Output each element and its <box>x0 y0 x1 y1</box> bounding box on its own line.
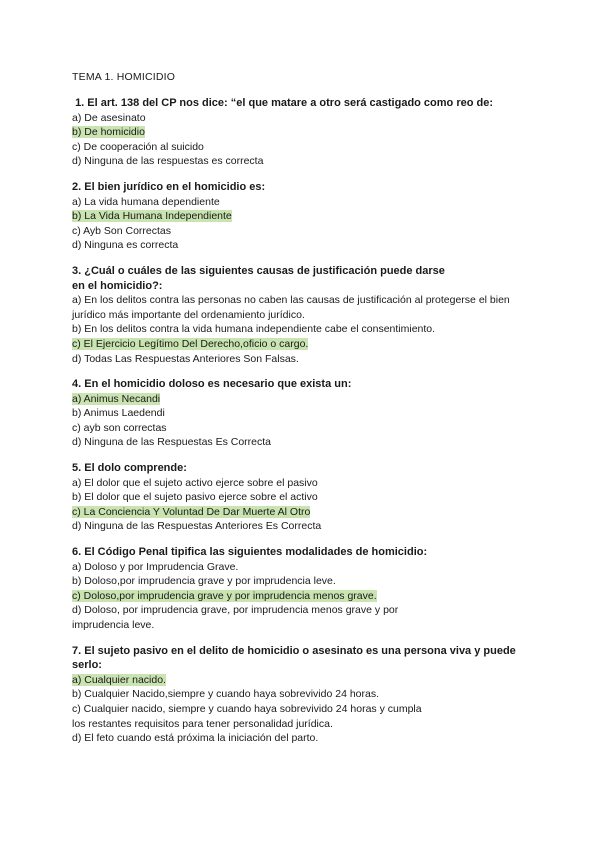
question-block <box>72 377 532 450</box>
question-text: 6. El Código Penal tipifica las siguientes modalidades de homicidio: <box>72 546 428 559</box>
question-block <box>72 545 532 633</box>
answer-highlight: a) Animus Necandi <box>72 392 161 405</box>
answer-option: d) Ninguna de las respuestas es correcta <box>72 155 264 168</box>
question-text: 1. El art. 138 del CP nos dice: “el que matare a otro será castigado como reo de: <box>72 97 494 109</box>
answer-highlight: a) Cualquier nacido. <box>72 673 166 686</box>
answer-option: a) De asesinato <box>72 111 146 124</box>
answer-option-correct <box>72 589 532 604</box>
answer-option: d) El feto cuando está próxima la iniciación del parto. <box>72 732 319 745</box>
question-block <box>72 96 532 169</box>
answer-option-correct <box>72 505 532 520</box>
question-text: 3. ¿Cuál o cuáles de las siguientes causas de justificación puede darse <box>72 264 445 277</box>
question-block <box>72 461 532 534</box>
answer-highlight: b) De homicidio <box>72 126 145 139</box>
question-list <box>72 96 532 746</box>
question-block <box>72 180 532 253</box>
answer-option: a) El dolor que el sujeto activo ejerce sobre el pasivo <box>72 476 318 489</box>
answer-highlight: c) La Conciencia Y Voluntad De Dar Muerte Al Otro <box>72 505 311 518</box>
answer-option: c) Ayb Son Correctas <box>72 224 172 237</box>
answer-option: c) Cualquier nacido, siempre y cuando haya sobrevivido 24 horas y cumpla los restantes requisitos para tener personalidad jurídica. <box>72 702 422 730</box>
answer-option-correct <box>72 337 532 352</box>
answer-option: a) En los delitos contra las personas no caben las causas de justificación al protegerse el bien jurídico más importante del ordenamiento jurídico. <box>72 294 513 321</box>
document-title: TEMA 1. HOMICIDIO <box>72 71 176 83</box>
answer-option: a) Doloso y por Imprudencia Grave. <box>72 560 239 573</box>
answer-option: c) ayb son correctas <box>72 421 167 434</box>
answer-option: b) El dolor que el sujeto pasivo ejerce sobre el activo <box>72 491 318 504</box>
answer-option: b) Doloso,por imprudencia grave y por imprudencia leve. <box>72 575 336 588</box>
answer-option: b) Animus Laedendi <box>72 407 165 420</box>
answer-option: d) Doloso, por imprudencia grave, por imprudencia menos grave y por imprudencia leve. <box>72 604 399 631</box>
question-text: 5. El dolo comprende: <box>72 462 187 475</box>
answer-option: d) Todas Las Respuestas Anteriores Son Falsas. <box>72 352 299 365</box>
answer-option-correct <box>72 125 532 140</box>
answer-option: b) En los delitos contra la vida humana independiente cabe el consentimiento. <box>72 323 436 336</box>
answer-highlight: c) El Ejercicio Legítimo Del Derecho,oficio o cargo. <box>72 337 309 350</box>
answer-option: d) Ninguna es correcta <box>72 239 179 252</box>
answer-option: d) Ninguna de las Respuestas Es Correcta <box>72 436 272 449</box>
answer-option-correct <box>72 673 532 688</box>
question-text: 2. El bien jurídico en el homicidio es: <box>72 180 266 193</box>
document-page <box>72 70 532 757</box>
answer-highlight: b) La Vida Humana Independiente <box>72 210 232 223</box>
answer-option: b) Cualquier Nacido,siempre y cuando haya sobrevivido 24 horas. <box>72 688 380 701</box>
question-text: 4. En el homicidio doloso es necesario que exista un: <box>72 378 352 391</box>
question-text: 7. El sujeto pasivo en el delito de homicidio o asesinato es una persona viva y puede serlo: <box>72 644 519 672</box>
question-block <box>72 264 532 366</box>
answer-option: d) Ninguna de las Respuestas Anteriores Es Correcta <box>72 520 322 533</box>
question-text: en el homicidio?: <box>72 279 163 292</box>
answer-option: c) De cooperación al suicido <box>72 140 204 153</box>
question-block <box>72 644 532 746</box>
answer-highlight: c) Doloso,por imprudencia grave y por imprudencia menos grave. <box>72 589 377 602</box>
answer-option: a) La vida humana dependiente <box>72 195 220 208</box>
answer-option-correct <box>72 209 532 224</box>
answer-option-correct <box>72 392 532 407</box>
